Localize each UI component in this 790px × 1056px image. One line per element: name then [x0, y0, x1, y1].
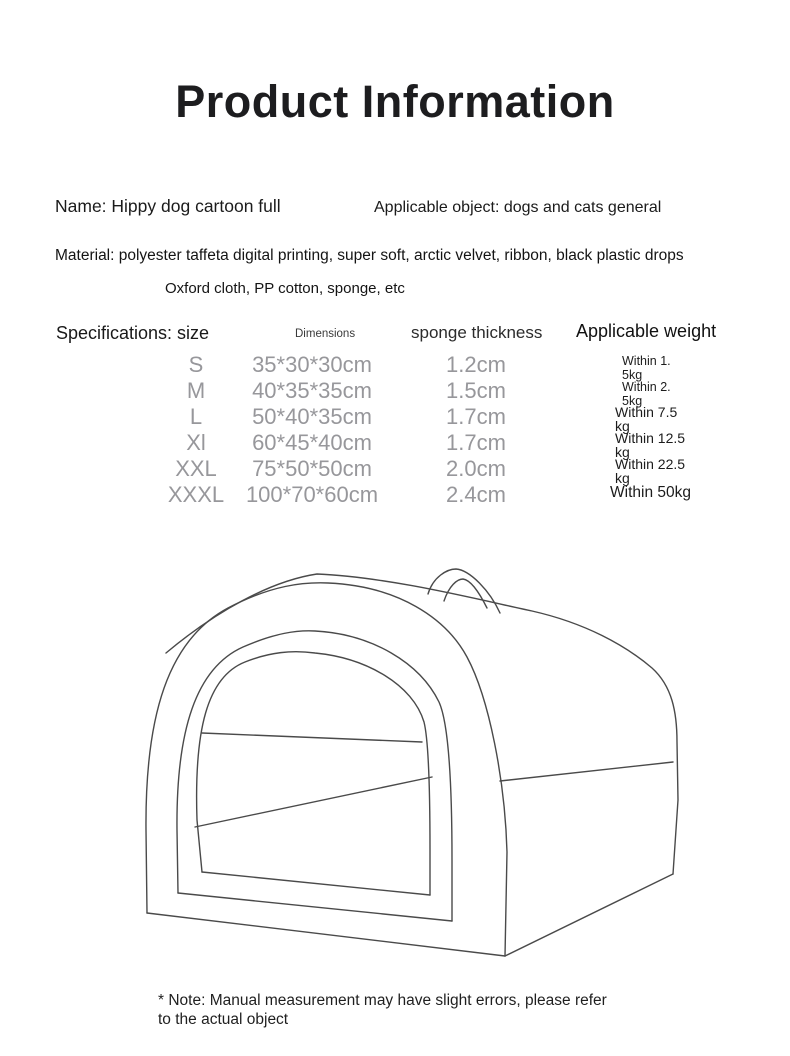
size-cell: XXL: [175, 456, 217, 481]
base-bottom-line: [505, 874, 673, 956]
dimensions-cell: 75*50*50cm: [252, 456, 372, 481]
outer-arch-line: [146, 583, 507, 956]
middle-sill-line: [178, 893, 452, 921]
table-row: [0, 352, 790, 382]
spec-table-header-weight: Applicable weight: [576, 321, 717, 341]
table-row: [0, 404, 790, 434]
weight-cell: Within 12.5 kg: [615, 430, 686, 460]
size-cell: S: [188, 352, 204, 377]
thickness-cell: 2.0cm: [446, 456, 506, 481]
applicable-object-text: Applicable object: dogs and cats general: [374, 199, 662, 216]
weight-cell: Within 7.5 kg: [615, 404, 678, 434]
pet-house-illustration: [65, 560, 745, 980]
thickness-cell: 1.7cm: [446, 430, 506, 455]
spec-table-header-dimensions: Dimensions: [295, 328, 356, 340]
note-text: * Note: Manual measurement may have slight errors, please refer to the actual object: [158, 992, 607, 1028]
side-seam-line: [500, 762, 673, 781]
inner-sill-line: [202, 872, 430, 895]
roof-ridge-line: [166, 574, 678, 874]
dimensions-cell: 50*40*35cm: [252, 404, 372, 429]
table-row: [0, 378, 790, 408]
table-row: [0, 456, 790, 486]
middle-arch-line: [177, 631, 452, 921]
weight-cell: Within 2. 5kg: [622, 380, 671, 408]
material-text-line1: Material: polyester taffeta digital printing, super soft, arctic velvet, ribbon, black plastic drops: [55, 247, 684, 264]
page-title: Product Information: [175, 76, 615, 127]
cushion-top-line: [202, 733, 422, 742]
weight-cell: Within 22.5 kg: [615, 456, 686, 486]
dimensions-cell: 35*30*30cm: [252, 352, 372, 377]
size-cell: M: [186, 378, 206, 403]
table-row: [0, 482, 790, 508]
weight-cell: Within 50kg: [610, 484, 691, 501]
dimensions-cell: 40*35*35cm: [252, 378, 372, 403]
spec-table-header-thickness: sponge thickness: [411, 323, 543, 342]
dimensions-cell: 60*45*40cm: [252, 430, 372, 455]
dimensions-cell: 100*70*60cm: [245, 482, 379, 507]
table-row: [0, 430, 790, 460]
size-cell: XXXL: [167, 482, 225, 507]
product-name-text: Name: Hippy dog cartoon full: [55, 196, 281, 216]
size-cell: Xl: [186, 430, 206, 455]
weight-cell: Within 1. 5kg: [622, 354, 671, 382]
thickness-cell: 1.2cm: [446, 352, 506, 377]
material-text-line2: Oxford cloth, PP cotton, sponge, etc: [165, 280, 405, 297]
thickness-cell: 2.4cm: [446, 482, 506, 507]
thickness-cell: 1.5cm: [446, 378, 506, 403]
cushion-slope-line: [195, 777, 432, 827]
size-cell: L: [189, 404, 203, 429]
thickness-cell: 1.7cm: [446, 404, 506, 429]
inner-arch-line: [197, 652, 430, 895]
spec-table-header-size: Specifications: size: [56, 323, 210, 343]
